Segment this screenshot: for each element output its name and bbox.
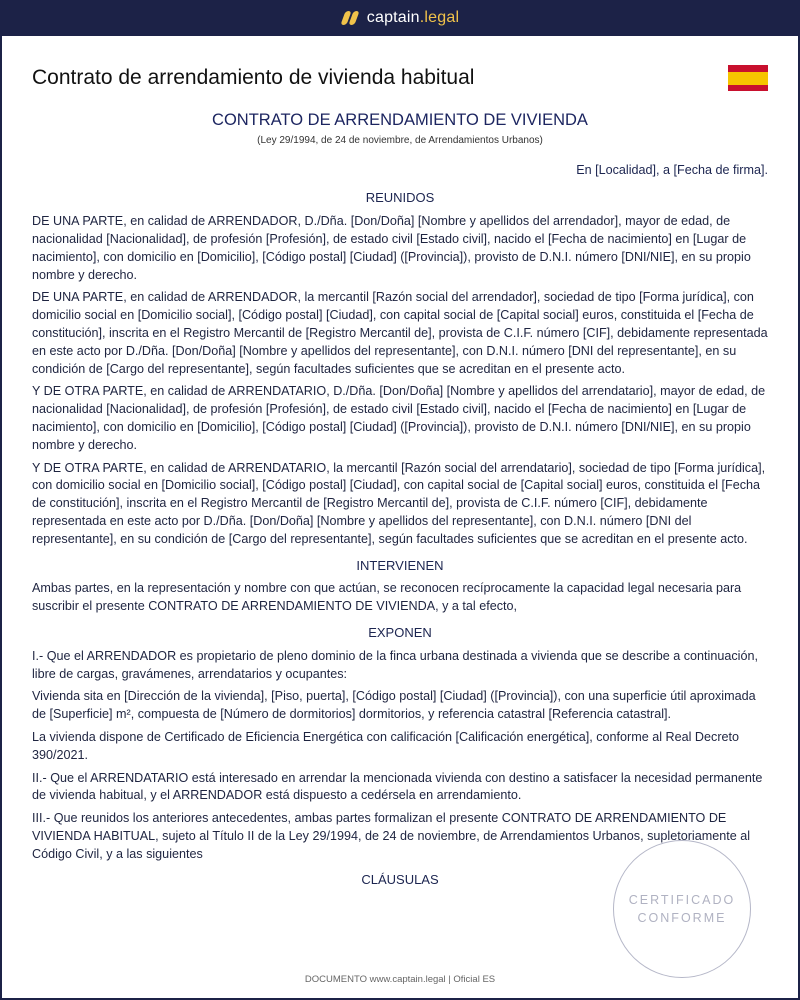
title-row [32, 64, 768, 94]
place-date: En [Localidad], a [Fecha de firma]. [576, 162, 768, 177]
section-reunidos: REUNIDOS [365, 190, 435, 206]
document-sheet [2, 36, 798, 998]
section-exponen: EXPONEN [368, 624, 432, 640]
brand-name[interactable] [367, 9, 459, 27]
paragraph: Y DE OTRA PARTE, en calidad de ARRENDATARIO, la mercantil [Razón social del arrendatario], sociedad de tipo [Forma jurídica], con domicilio social en [Domicilio social], [Código postal] [Ciudad], con capital social de [Capital social] euros, constituida el [Fecha de constitución], inscrita en el Registro Mercantil de [Registro Mercantil de], provista de C.I.F. número [CIF], debidamente representada en este acto por D./Dña. [Don/Doña] [Nombre y apellidos del representante], con D.N.I. número [DNI del representante], en su condición de [Cargo del representante], según facultades suficientes que se acreditan en el presente acto. [32, 460, 766, 546]
paragraph: Vivienda sita en [Dirección de la vivienda], [Piso, puerta], [Código postal] [Ciudad] ([Provincia]), con una superficie útil aproximada de [Superficie] m², compuesta de [Número de dormitorios] dormitorios, y referencia catastral [Referencia catastral]. [32, 689, 756, 722]
law-reference: (Ley 29/1994, de 24 de noviembre, de Arrendamientos Urbanos) [257, 134, 543, 146]
spain-flag-icon [728, 65, 768, 91]
paragraph: Ambas partes, en la representación y nombre con que actúan, se reconocen recíprocamente la capacidad legal necesaria para suscribir el presente CONTRATO DE ARRENDAMIENTO DE VIVIENDA, y a tal efecto, [32, 581, 742, 614]
section-clausulas: CLÁUSULAS [361, 872, 439, 888]
page-footer: DOCUMENTO www.captain.legal | Oficial ES [304, 974, 496, 985]
paragraph: DE UNA PARTE, en calidad de ARRENDADOR, D./Dña. [Don/Doña] [Nombre y apellidos del arrendador], mayor de edad, de nacionalidad [Nacionalidad], de profesión [Profesión], de estado civil [Estado civil], nacido el [Fecha de nacimiento] en [Lugar de nacimiento], con domicilio en [Domicilio], [Código postal] [Ciudad] ([Provincia]), provisto de D.N.I. número [DNI/NIE], en su propio nombre y derecho. [32, 214, 751, 282]
section-intervienen: INTERVIENEN [356, 557, 444, 573]
page-title: Contrato de arrendamiento de vivienda habitual [32, 66, 475, 89]
paragraph: I.- Que el ARRENDADOR es propietario de pleno dominio de la finca urbana destinada a vivienda que se describe a continuación, libre de cargas, gravámenes, arrendatarios y ocupantes: [32, 648, 758, 681]
paragraph: II.- Que el ARRENDATARIO está interesado en arrendar la mencionada vivienda con destino a satisfacer la necesidad permanente de vivienda habitual, y el ARRENDADOR está dispuesto a cedérsela en arrendamiento. [32, 770, 763, 803]
document-body [32, 112, 768, 895]
certified-stamp [613, 840, 751, 978]
brand-label: captain [366, 9, 420, 26]
stamp-line: CERTIFICADO [628, 893, 736, 907]
stamp-line: CONFORME [637, 911, 727, 925]
captain-logo-icon [341, 11, 359, 25]
paragraph: DE UNA PARTE, en calidad de ARRENDADOR, la mercantil [Razón social del arrendador], sociedad de tipo [Forma jurídica], con domicilio social en [Domicilio social], [Código postal] [Ciudad], con capital social de [Capital social] euros, constituida el [Fecha de constitución], inscrita en el Registro Mercantil de [Registro Mercantil de], provista de C.I.F. número [CIF], debidamente representada en este acto por D./Dña. [Don/Doña] [Nombre y apellidos del representante], con D.N.I. número [DNI del representante], en su condición de [Cargo del representante], según facultades suficientes que se acreditan en el presente acto. [32, 290, 768, 376]
brand-tld: .legal [419, 9, 460, 26]
paragraph: La vivienda dispone de Certificado de Eficiencia Energética con calificación [Calificación energética], conforme al Real Decreto 390/2021. [32, 729, 740, 762]
paragraph: III.- Que reunidos los anteriores antecedentes, ambas partes formalizan el presente CONTRATO DE ARRENDAMIENTO DE VIVIENDA HABITUAL, sujeto al Título II de la Ley 29/1994, de 24 de noviembre, de Arrendamientos Urbanos, supletoriamente al Código Civil, y a las siguientes [32, 811, 751, 861]
top-bar [0, 0, 800, 36]
contract-heading: CONTRATO DE ARRENDAMIENTO DE VIVIENDA [212, 111, 588, 129]
paragraph: Y DE OTRA PARTE, en calidad de ARRENDATARIO, D./Dña. [Don/Doña] [Nombre y apellidos del arrendatario], mayor de edad, de nacionalidad [Nacionalidad], de profesión [Profesión], de estado civil [Estado civil], nacido el [Fecha de nacimiento] en [Lugar de nacimiento], con domicilio en [Domicilio], [Código postal] [Ciudad] ([Provincia]), provisto de D.N.I. número [DNI/NIE], en su propio nombre y derecho. [32, 384, 766, 452]
